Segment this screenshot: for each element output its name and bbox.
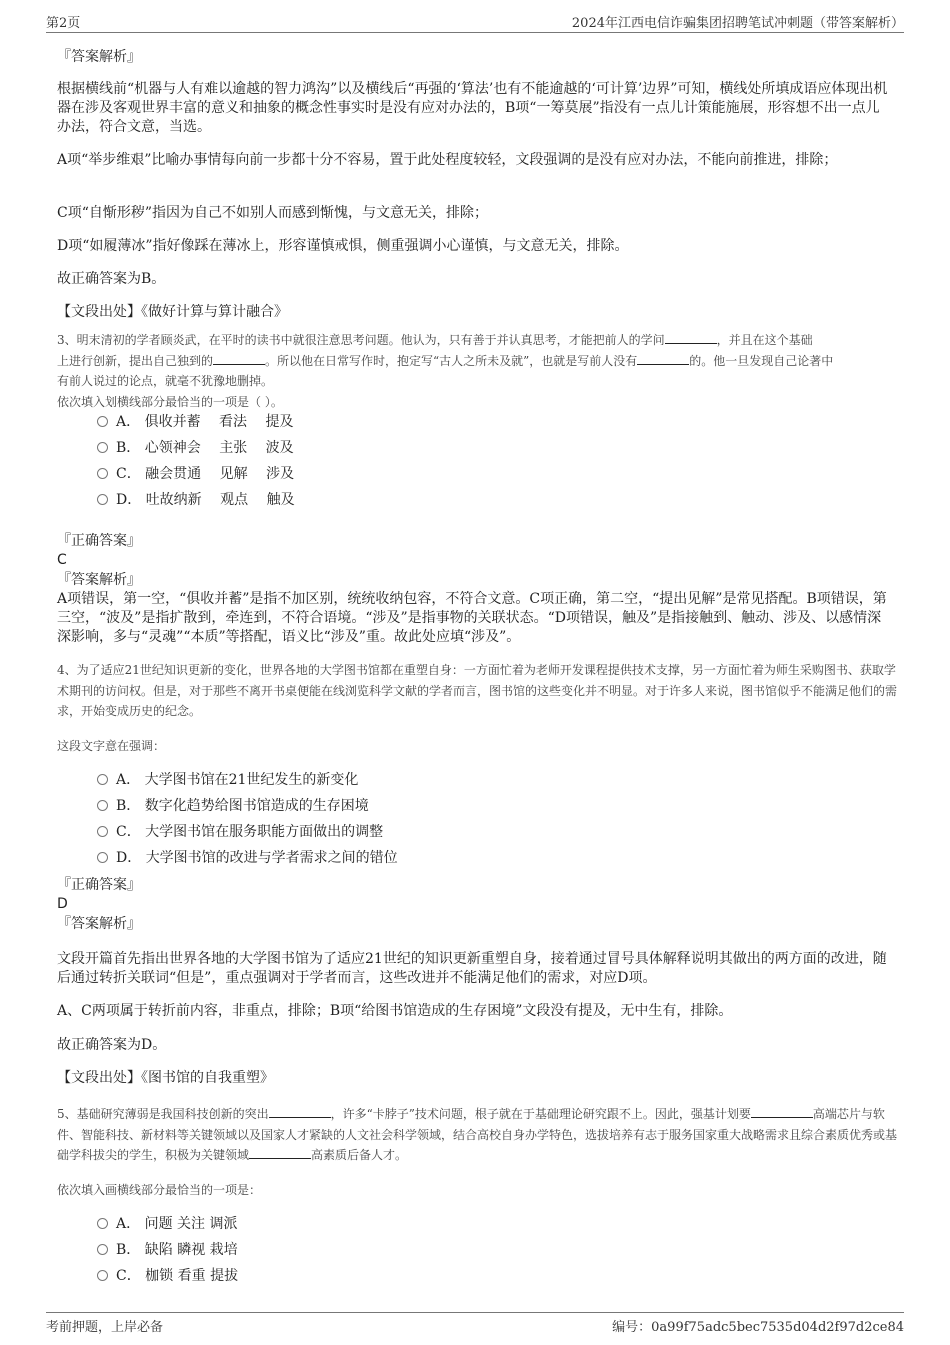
q3-analysis: A项错误，第一空，“俱收并蓄”是指不加区别，统统收纳包容，不符合文意。C项正确，第二空，“提出见解”是常见搭配。B项错误，第三空，“波及”是指扩散到，牵连到，不符合语境。“涉及”是指事物的关联状态。“D项错误，触及”是指接触到、触动、涉及、以感情深深影响，多与“灵魂”“本质”等搭配，语义比“涉及”重。故此处应填“涉及”。 xyxy=(57,591,887,645)
q4-analysis-label: 『答案解析』 xyxy=(57,916,141,932)
q4-option-d[interactable]: D． 大学图书馆的改进与学者需求之间的错位 xyxy=(97,848,398,868)
q5-option-c[interactable]: C． 枷锁 看重 提拔 xyxy=(97,1266,238,1286)
q4-conclusion: 故正确答案为D。 xyxy=(57,1037,167,1053)
radio-icon[interactable] xyxy=(97,1218,108,1229)
document-id: 编号：0a99f75adc5bec7535d04d2f97d2ce84 xyxy=(612,1320,904,1335)
q3-option-a[interactable]: A． 俱收并蓄 看法 提及 xyxy=(97,412,293,432)
radio-icon[interactable] xyxy=(97,774,108,785)
q3-option-d[interactable]: D． 吐故纳新 观点 触及 xyxy=(97,490,295,510)
q4-answer: D xyxy=(57,896,68,912)
q2-analysis-label: 『答案解析』 xyxy=(57,49,141,65)
page-number: 第2页 xyxy=(46,16,81,31)
page-header xyxy=(46,10,904,33)
q4-option-b[interactable]: B． 数字化趋势给图书馆造成的生存困境 xyxy=(97,796,369,816)
radio-icon[interactable] xyxy=(97,800,108,811)
q3-option-b[interactable]: B． 心领神会 主张 波及 xyxy=(97,438,294,458)
q4-option-a[interactable]: A． 大学图书馆在21世纪发生的新变化 xyxy=(97,770,358,790)
q4-source: 【文段出处】《图书馆的自我重塑》 xyxy=(57,1070,274,1086)
q4-analysis-paragraph-2: A、C两项属于转折前内容，非重点，排除；B项“给图书馆造成的生存困境”文段没有提及，无中生有，排除。 xyxy=(57,1003,733,1019)
fill-blank xyxy=(665,331,717,344)
q4-option-c[interactable]: C． 大学图书馆在服务职能方面做出的调整 xyxy=(97,822,383,842)
q4-question-text: 4、为了适应21世纪知识更新的变化，世界各地的大学图书馆都在重塑自身：一方面忙着为老师开发课程提供技术支撑，另一方面忙着为师生采购图书、获取学术期刊的访问权。但是，对于那些不离开书桌便能在线浏览科学文献的学者而言，图书馆的这些变化并不明显。对于许多人来说，图书馆似乎不能满足他们的需求，开始变成历史的纪念。 xyxy=(57,663,898,718)
q2-analysis-paragraph-3: C项“自惭形秽”指因为自己不如别人而感到惭愧，与文意无关，排除； xyxy=(57,205,489,221)
radio-icon[interactable] xyxy=(97,442,108,453)
page-footer xyxy=(46,1312,904,1333)
radio-icon[interactable] xyxy=(97,416,108,427)
fill-blank xyxy=(213,352,265,365)
q2-analysis-paragraph-4: D项“如履薄冰”指好像踩在薄冰上，形容谨慎戒惧，侧重强调小心谨慎，与文意无关，排除。 xyxy=(57,238,629,254)
fill-blank xyxy=(751,1105,813,1118)
radio-icon[interactable] xyxy=(97,852,108,863)
radio-icon[interactable] xyxy=(97,468,108,479)
q4-analysis-paragraph-1: 文段开篇首先指出世界各地的大学图书馆为了适应21世纪的知识更新重塑自身，接着通过冒号具体解释说明其做出的两方面的改进，随后通过转折关联词“但是”，重点强调对于学者而言，这些改进并不能满足他们的需求，对应D项。 xyxy=(57,951,887,986)
q4-prompt: 这段文字意在强调： xyxy=(57,739,166,753)
q5-option-b[interactable]: B． 缺陷 瞵视 栽培 xyxy=(97,1240,238,1260)
document-title: 2024年江西电信诈骗集团招聘笔试冲刺题（带答案解析） xyxy=(571,16,904,31)
fill-blank xyxy=(637,352,689,365)
q3-answer: C xyxy=(57,552,67,568)
q5-option-a[interactable]: A． 问题 关注 调派 xyxy=(97,1214,237,1234)
q3-option-c[interactable]: C． 融会贯通 见解 涉及 xyxy=(97,464,294,484)
radio-icon[interactable] xyxy=(97,1244,108,1255)
q3-answer-label: 『正确答案』 xyxy=(57,533,141,549)
fill-blank xyxy=(269,1105,331,1118)
q3-question-text: 3、明末清初的学者顾炎武，在平时的读书中就很注意思考问题。他认为，只有善于并认真思考，才能把前人的学问 ，并且在这个基础 上进行创新，提出自己独到的 。所以他在日常写作时，抱定写“古人之所未及就”，也就是写前人没有 的。他一旦发现自己论著中 有前人说过的论点，就毫不犹豫地删掉。 依次填入划横线部分最恰当的一项是（ ）。 xyxy=(57,333,834,409)
footer-slogan: 考前押题，上岸必备 xyxy=(46,1320,164,1335)
q5-question-text: 5、基础研究薄弱是我国科技创新的突出 ，许多“卡脖子”技术问题，根子就在于基础理论研究跟不上。因此，强基计划要 高端芯片与软件、智能科技、新材料等关键领域以及国家人才紧缺的人文社会科学领域，结合高校自身办学特色，选拔培养有志于服务国家重大战略需求且综合素质优秀或基础学科拔尖的学生，积极为关键领域 高素质后备人才。 xyxy=(57,1107,898,1162)
q2-analysis-paragraph-1: 根据横线前“机器与人有难以逾越的智力鸿沟”以及横线后“再强的‘算法’也有不能逾越的‘可计算’边界”可知，横线处所填成语应体现出机器在涉及客观世界丰富的意义和抽象的概念性事实时是没有应对办法的，B项“一筹莫展”指没有一点儿计策能施展，形容想不出一点儿办法，符合文意，当选。 xyxy=(57,81,888,135)
q3-analysis-label: 『答案解析』 xyxy=(57,572,141,588)
q2-analysis-paragraph-2: A项“举步维艰”比喻办事情每向前一步都十分不容易，置于此处程度较轻，文段强调的是没有应对办法，不能向前推进，排除； xyxy=(57,152,838,168)
radio-icon[interactable] xyxy=(97,826,108,837)
q4-answer-label: 『正确答案』 xyxy=(57,877,141,893)
fill-blank xyxy=(249,1146,311,1159)
radio-icon[interactable] xyxy=(97,1270,108,1281)
q5-prompt: 依次填入画横线部分最恰当的一项是： xyxy=(57,1183,262,1197)
radio-icon[interactable] xyxy=(97,494,108,505)
q2-source: 【文段出处】《做好计算与算计融合》 xyxy=(57,304,288,320)
q2-conclusion: 故正确答案为B。 xyxy=(57,271,166,287)
